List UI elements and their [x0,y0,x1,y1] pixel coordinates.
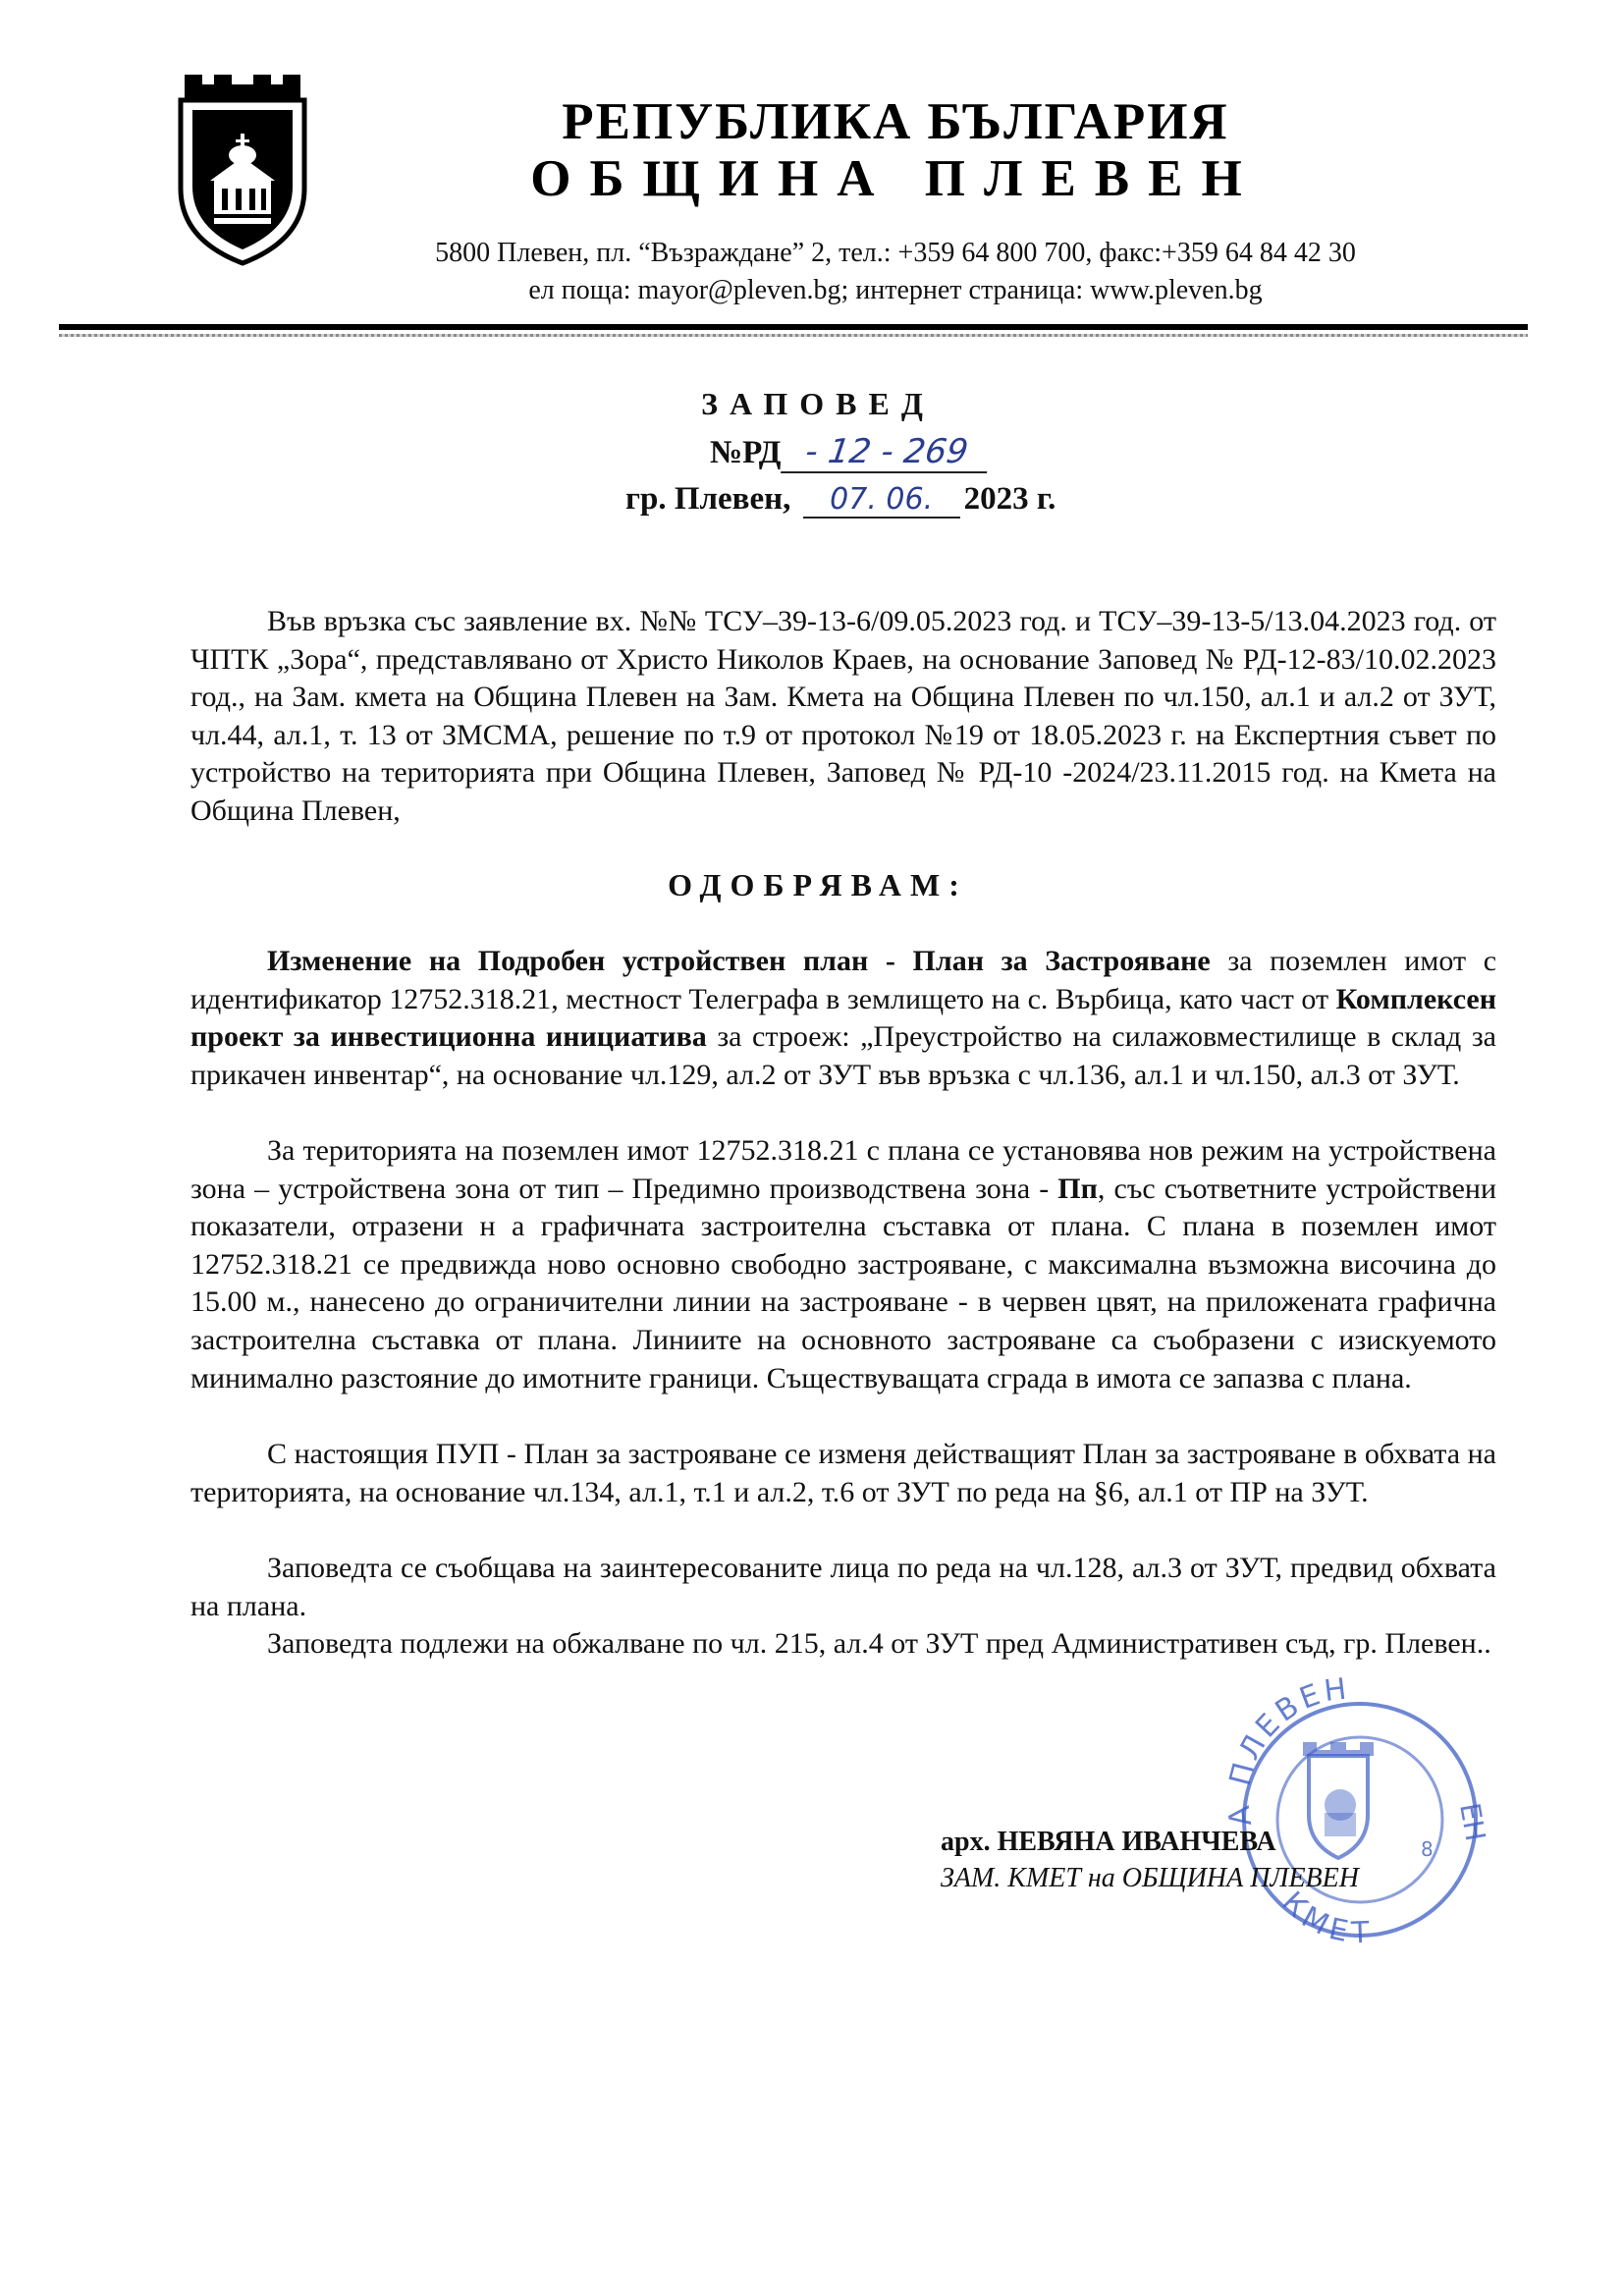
stamp-text-side: ЕН [1453,1800,1492,1844]
paragraph-text: за строеж: „Преустройство на силажовместилище в склад за прикачен инвентар“, на основание чл.129, ал.2 от ЗУТ във връзка с чл.136, ал.1 и чл.150, ал.3 от ЗУТ. [190,1020,1496,1091]
header-divider [59,324,1528,330]
approve-heading: ОДОБРЯВАМ: [668,867,968,902]
order-year: 2023 г. [963,481,1056,517]
paragraph-notification: Заповедта се съобщава на заинтересованите лица по реда на чл.128, ал.3 от ЗУТ, предвид обхвата на плана. [190,1552,1496,1622]
zone-code: Пп [1057,1172,1098,1205]
order-place: гр. Плевен, [625,481,791,517]
country-title: РЕПУБЛИКА БЪЛГАРИЯ [562,93,1229,150]
signer-name: арх. НЕВЯНА ИВАНЧЕВА [941,1827,1276,1857]
paragraph-plan-amendment: С настоящия ПУП - План за застрояване се изменя действащият План за застрояване в обхвата на територията, на основание чл.134, ал.1, т.1 и ал.2, т.6 от ЗУТ по реда на §6, ал.1 от ПР на ЗУТ. [190,1438,1496,1508]
header-divider-thin [59,334,1528,337]
paragraph-zone-regime [190,1132,1496,1397]
paragraph-text: , със съответните устройствени показатели, отразени н а графичната застроителна съставка от плана. С плана в поземлен имот 12752.318.21 се предвижда ново основно свободно застрояване, с максимална възможна височина до 15.00 м., нанесено до ограничителни линии на застрояване - в червен цвят, на приложената графична застроителна съставка от плана. Линиите на основното застрояване са съобразени с изискуемото минимално разстояние до имотните граници. Съществуващата сграда в имота се запазва с плана. [190,1172,1496,1394]
intro-paragraph: Във връзка със заявление вх. №№ ТСУ–39-13-6/09.05.2023 год. и ТСУ–39-13-5/13.04.2023 год. от ЧПТК „Зора“, представлявано от Христо Николов Краев, на основание Заповед № РД-12-83/10.02.2023 год., на Зам. кмета на Община Плевен на Зам. Кмета на Община Плевен по чл.150, ал.1 и ал.2 от ЗУТ, чл.44, ал.1, т. 13 от ЗМСМА, решение по т.9 от протокол №19 от 18.05.2023 г. на Експертния съвет по устройство на територията при Община Плевен, Заповед № РД-10 -2024/23.11.2015 год. на Кмета на Община Плевен, [190,605,1496,827]
municipality-title: ОБЩИНА ПЛЕВЕН [530,150,1261,207]
paragraph-appeal: Заповедта подлежи на обжалване по чл. 215, ал.4 от ЗУТ пред Административен съд, гр. Плевен.. [267,1627,1491,1660]
signer-position: ЗАМ. КМЕТ на ОБЩИНА ПЛЕВЕН [941,1863,1359,1893]
order-date [625,481,1056,519]
contact-email-web: ел поща: mayor@pleven.bg; интернет страница: www.pleven.bg [528,275,1263,305]
order-date-handwritten: 07. 06. [803,482,960,519]
stamp-number: 8 [1421,1837,1434,1861]
paragraph-plan-change [190,943,1496,1094]
order-number [710,432,990,473]
document-title: ЗАПОВЕД [701,386,935,421]
official-stamp-icon [1193,1658,1497,1972]
complex-project-title: Комплексен проект за инвестиционна инициатива [190,982,1496,1054]
paragraph-text: За територията на поземлен имот 12752.318.21 с плана се установява нов режим на устройствена зона – устройствена зона от тип – Предимно производствена зона - [190,1134,1496,1205]
stamp-text-top: А ПЛЕВЕН [1221,1671,1353,1829]
contact-address-phone: 5800 Плевен, пл. “Възраждане” 2, тел.: +359 64 800 700, факс:+359 64 84 42 30 [435,238,1356,268]
order-number-prefix: №РД [710,435,782,470]
plan-change-title: Изменение на Подробен устройствен план - План за Застрояване [267,945,1211,977]
stamp-text-bottom: КМЕТ [1274,1885,1377,1951]
order-number-handwritten: - 12 - 269 [781,432,993,473]
paragraph-text: за поземлен имот с идентификатор 12752.318.21, местност Телеграфа в землището на с. Върбица, като част от [190,945,1497,1015]
